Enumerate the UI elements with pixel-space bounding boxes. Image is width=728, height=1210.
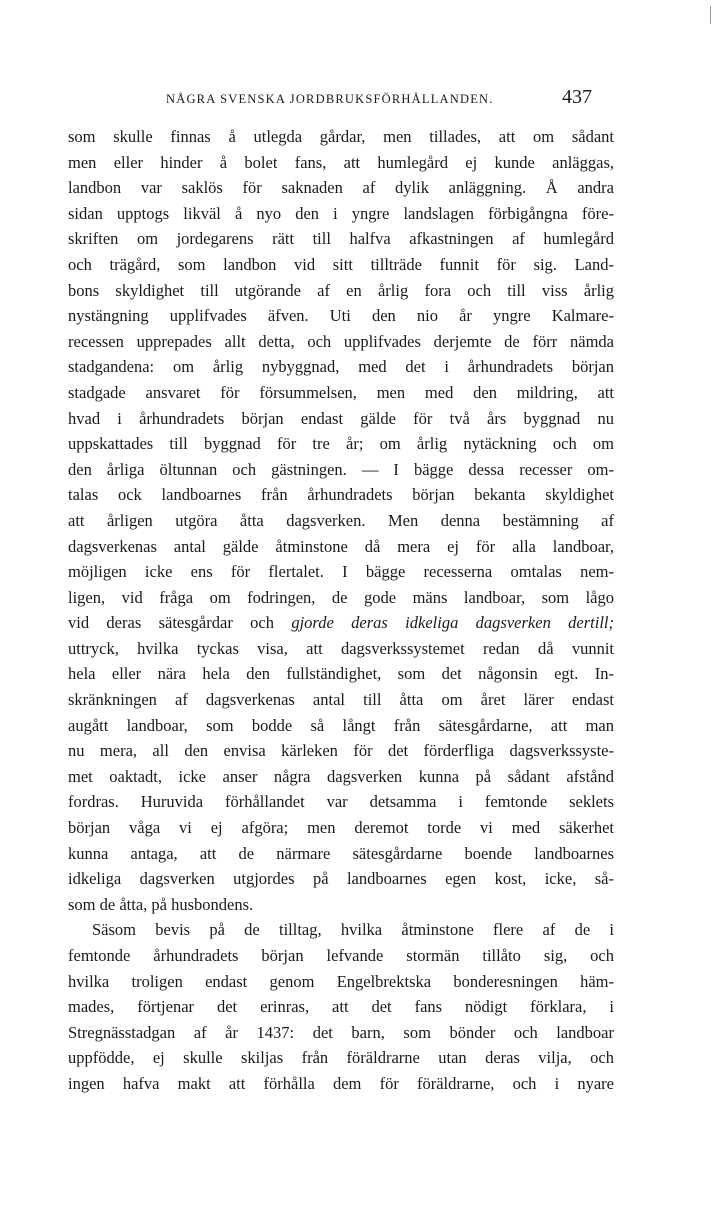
- text-line-emphasis: [68, 610, 614, 636]
- text-line: augått landboar, som bodde så långt från sätesgårdarne, att man: [68, 715, 614, 735]
- text-line: skränkningen af dagsverkenas antal till åtta om året lärer endast: [68, 690, 614, 710]
- text-line: bons skyldighet till utgörande af en årlig fora och till viss årlig: [68, 280, 614, 300]
- text-line: idkeliga dagsverken utgjordes på landboarnes egen kost, icke, så-: [68, 869, 614, 889]
- text-line: stadgandena: om årlig nybyggnad, med det i århundradets början: [68, 357, 614, 377]
- page-number: 437: [562, 86, 592, 108]
- text-line: mades, förtjenar det erinras, att det fans nödigt förklara, i: [68, 997, 614, 1017]
- text-line: fordras. Huruvida förhållandet var detsamma i femtonde seklets: [68, 792, 614, 812]
- scan-edge-mark: [710, 6, 711, 24]
- text-line: som skulle finnas å utlegda gårdar, men tillades, att om sådant: [68, 127, 614, 146]
- text-line: Stregnässtadgan af år 1437: det barn, som bönder och landboar: [68, 1022, 614, 1042]
- text-line: landbon var saklös för saknaden af dylik anläggning. Å andra: [68, 178, 614, 198]
- text-line: den årliga öltunnan och gästningen. — I bägge dessa recesser om-: [68, 459, 614, 479]
- text-line: att årligen utgöra åtta dagsverken. Men denna bestämning af: [68, 510, 614, 530]
- paragraph-2: [68, 917, 614, 1096]
- text-line: hvad i århundradets början endast gälde för två års byggnad nu: [68, 408, 614, 428]
- text-line: uppskattades till byggnad för tre år; om årlig nytäckning och om: [68, 434, 614, 454]
- text-line: stadgade ansvaret för försummelsen, men med den mildring, att: [68, 382, 614, 402]
- text-line: uttryck, hvilka tyckas visa, att dagsverkssystemet redan då vunnit: [68, 638, 614, 658]
- text-line: kunna antaga, att de närmare sätesgårdarne boende landboarnes: [68, 843, 614, 863]
- text-line: och trägård, som landbon vid sitt tillträde funnit för sig. Land-: [68, 254, 614, 274]
- text-line: dagsverkenas antal gälde åtminstone då mera ej för alla landboar,: [68, 536, 614, 556]
- text-line: början våga vi ej afgöra; men deremot torde vi med säkerhet: [68, 818, 614, 838]
- text-line: Säsom bevis på de tilltag, hvilka åtminstone flere af de i: [92, 920, 614, 940]
- text-line: som de åtta, på husbondens.: [68, 894, 254, 914]
- paragraph-1: [68, 124, 614, 917]
- text-line: möjligen icke ens för flertalet. I bägge recesserna omtalas nem-: [68, 562, 614, 582]
- text-line: uppfödde, ej skulle skiljas från föräldrarne utan deras vilja, och: [68, 1048, 614, 1068]
- text-line: met oaktadt, icke anser några dagsverken kunna på sådant afstånd: [68, 766, 614, 786]
- text-line: hela eller nära hela den fullständighet, som det någonsin egt. In-: [68, 664, 614, 684]
- text-line: sidan upptogs likväl å nyo den i yngre landslagen förbigångna före-: [68, 203, 614, 223]
- text-line: talas ock landboarnes från århundradets början bekanta skyldighet: [68, 485, 614, 505]
- text-line: nystängning upplifvades äfven. Uti den nio år yngre Kalmare-: [68, 306, 614, 326]
- text-line: skriften om jordegarens rätt till halfva afkastningen af humlegård: [68, 229, 614, 249]
- text-line: nu mera, all den envisa kärleken för det förderfliga dagsverkssyste-: [68, 741, 614, 761]
- text-line: ingen hafva makt att förhålla dem för föräldrarne, och i nyare: [68, 1073, 614, 1093]
- text-line: ligen, vid fråga om fodringen, de gode mäns landboar, som lågo: [68, 587, 614, 607]
- text-line: recessen upprepades allt detta, och upplifvades derjemte de förr nämda: [68, 331, 614, 351]
- emphasis-lead: vid deras sätesgårdar och: [68, 613, 292, 633]
- body-text: [68, 124, 614, 1097]
- running-title: NÅGRA SVENSKA JORDBRUKSFÖRHÅLLANDEN.: [166, 92, 494, 106]
- text-line: hvilka troligen endast genom Engelbrektska bonderesningen häm-: [68, 971, 614, 991]
- italic-phrase: gjorde deras idkeliga dagsverken dertill;: [291, 613, 614, 633]
- text-line: femtonde århundradets början lefvande stormän tillåto sig, och: [68, 946, 614, 965]
- running-header: [0, 88, 728, 110]
- text-line: men eller hinder å bolet fans, att humlegård ej kunde anläggas,: [68, 152, 614, 172]
